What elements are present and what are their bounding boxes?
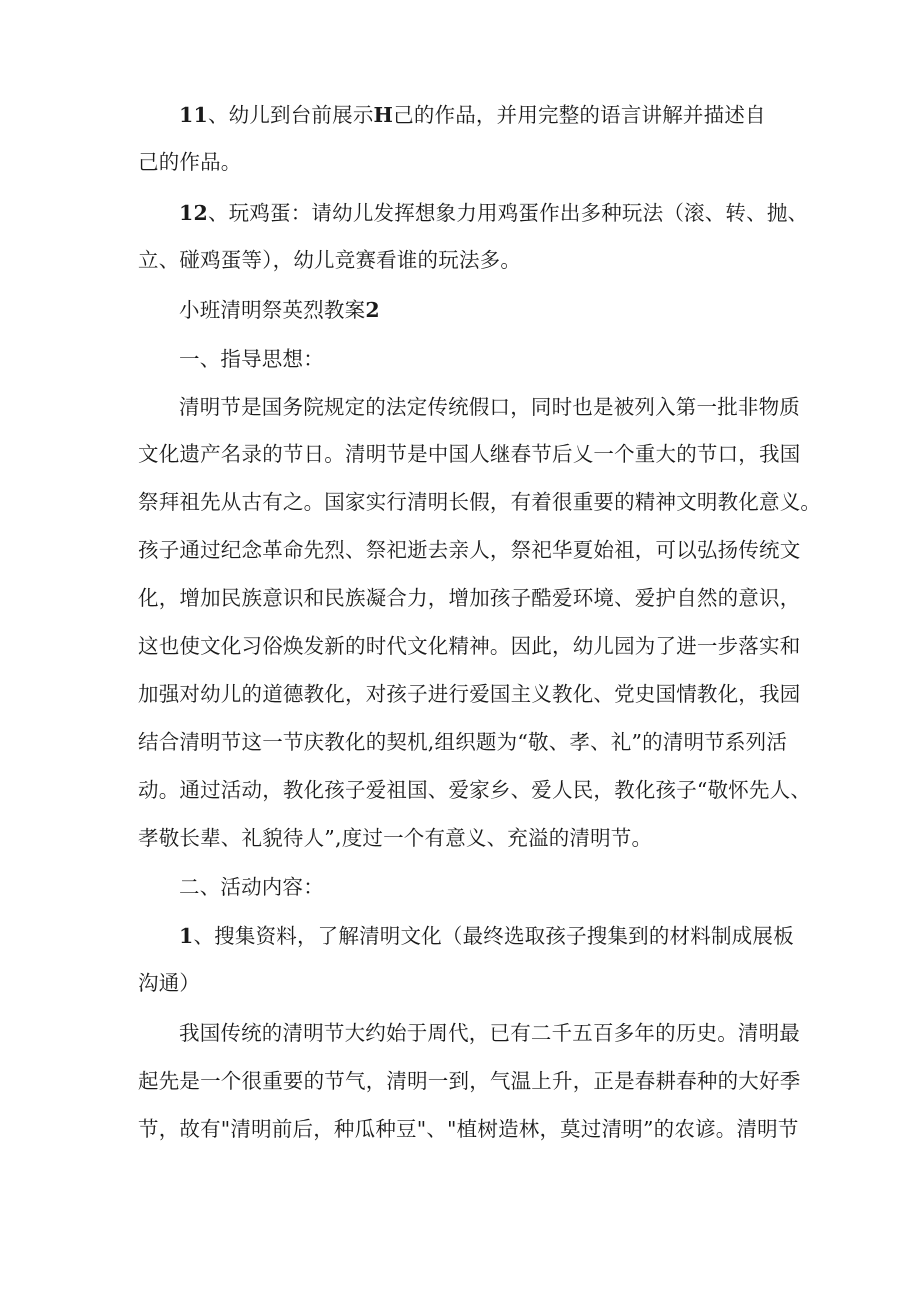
heading-activity-content: 二、活动内容： (179, 875, 324, 899)
activity-item-1-line-1 (179, 922, 794, 950)
guide-line-4: 孩子通过纪念革命先烈、祭祀逝去亲人，祭祀华夏始祖，可以弘扬传统文 (138, 538, 801, 562)
history-line-2: 起先是一个很重要的节气，清明一到，气温上升，正是春耕春种的大好季 (138, 1069, 801, 1093)
item-12-line-1 (179, 199, 808, 227)
item-12-number: 12 (179, 201, 208, 225)
guide-line-10: 孝敬长辈、礼貌待人”,度过一个有意义、充溢的清明节。 (138, 826, 653, 850)
section-title-text: 小班清明祭英烈教案 (179, 298, 366, 322)
guide-line-2: 文化遗产名录的节日。清明节是中国人继春节后乂一个重大的节口，我国 (138, 442, 801, 466)
item-11-line-2: 己的作品。 (138, 150, 242, 174)
guide-line-6: 这也使文化习俗焕发新的时代文化精神。因此，幼儿园为了进一步落实和 (138, 634, 801, 658)
section-title (179, 296, 380, 324)
guide-line-9: 动。通过活动，教化孩子爱祖国、爱家乡、爱人民，教化孩子“敬怀先人、 (138, 778, 812, 802)
guide-line-3: 祭拜祖先从古有之。国家实行清明长假，有着很重要的精神文明教化意义。 (138, 490, 822, 514)
activity-item-1-line-2: 沟通） (138, 971, 201, 995)
activity-item-1-text: 、搜集资料，了解清明文化（最终选取孩子搜集到的材料制成展板 (193, 924, 794, 948)
guide-line-1: 清明节是国务院规定的法定传统假口，同时也是被列入第一批非物质 (179, 395, 800, 419)
guide-line-8: 结合清明节这一节庆教化的契机,组织题为“敬、孝、礼”的清明节系列活 (138, 730, 788, 754)
guide-line-7: 加强对幼儿的道德教化，对孩子进行爱国主义教化、党史国情教化，我园 (138, 682, 801, 706)
item-11-line-1 (179, 101, 766, 129)
activity-item-1-number: 1 (179, 924, 194, 948)
section-title-number: 2 (365, 298, 380, 322)
item-11-text: 、幼儿到台前展示 (207, 103, 374, 127)
guide-line-5: 化，增加民族意识和民族凝合力，增加孩子酷爱环境、爱护自然的意识， (138, 586, 801, 610)
item-11-bold-char: H (373, 103, 394, 127)
history-line-1: 我国传统的清明节大约始于周代，已有二千五百多年的历史。清明最 (179, 1021, 800, 1045)
heading-guiding-thought: 一、指导思想： (179, 347, 324, 371)
item-12-line-2: 立、碰鸡蛋等），幼儿竞赛看谁的玩法多。 (138, 248, 522, 272)
item-11-rest: 己的作品，并用完整的语言讲解并描述自 (393, 103, 766, 127)
item-12-text: 、玩鸡蛋：请幼儿发挥想象力用鸡蛋作出多种玩法（滚、转、抛、 (207, 201, 809, 225)
history-line-3: 节，故有"清明前后，种瓜种豆"、"植树造林，莫过清明”的农谚。清明节 (138, 1117, 799, 1141)
item-11-number: 11 (179, 103, 208, 127)
